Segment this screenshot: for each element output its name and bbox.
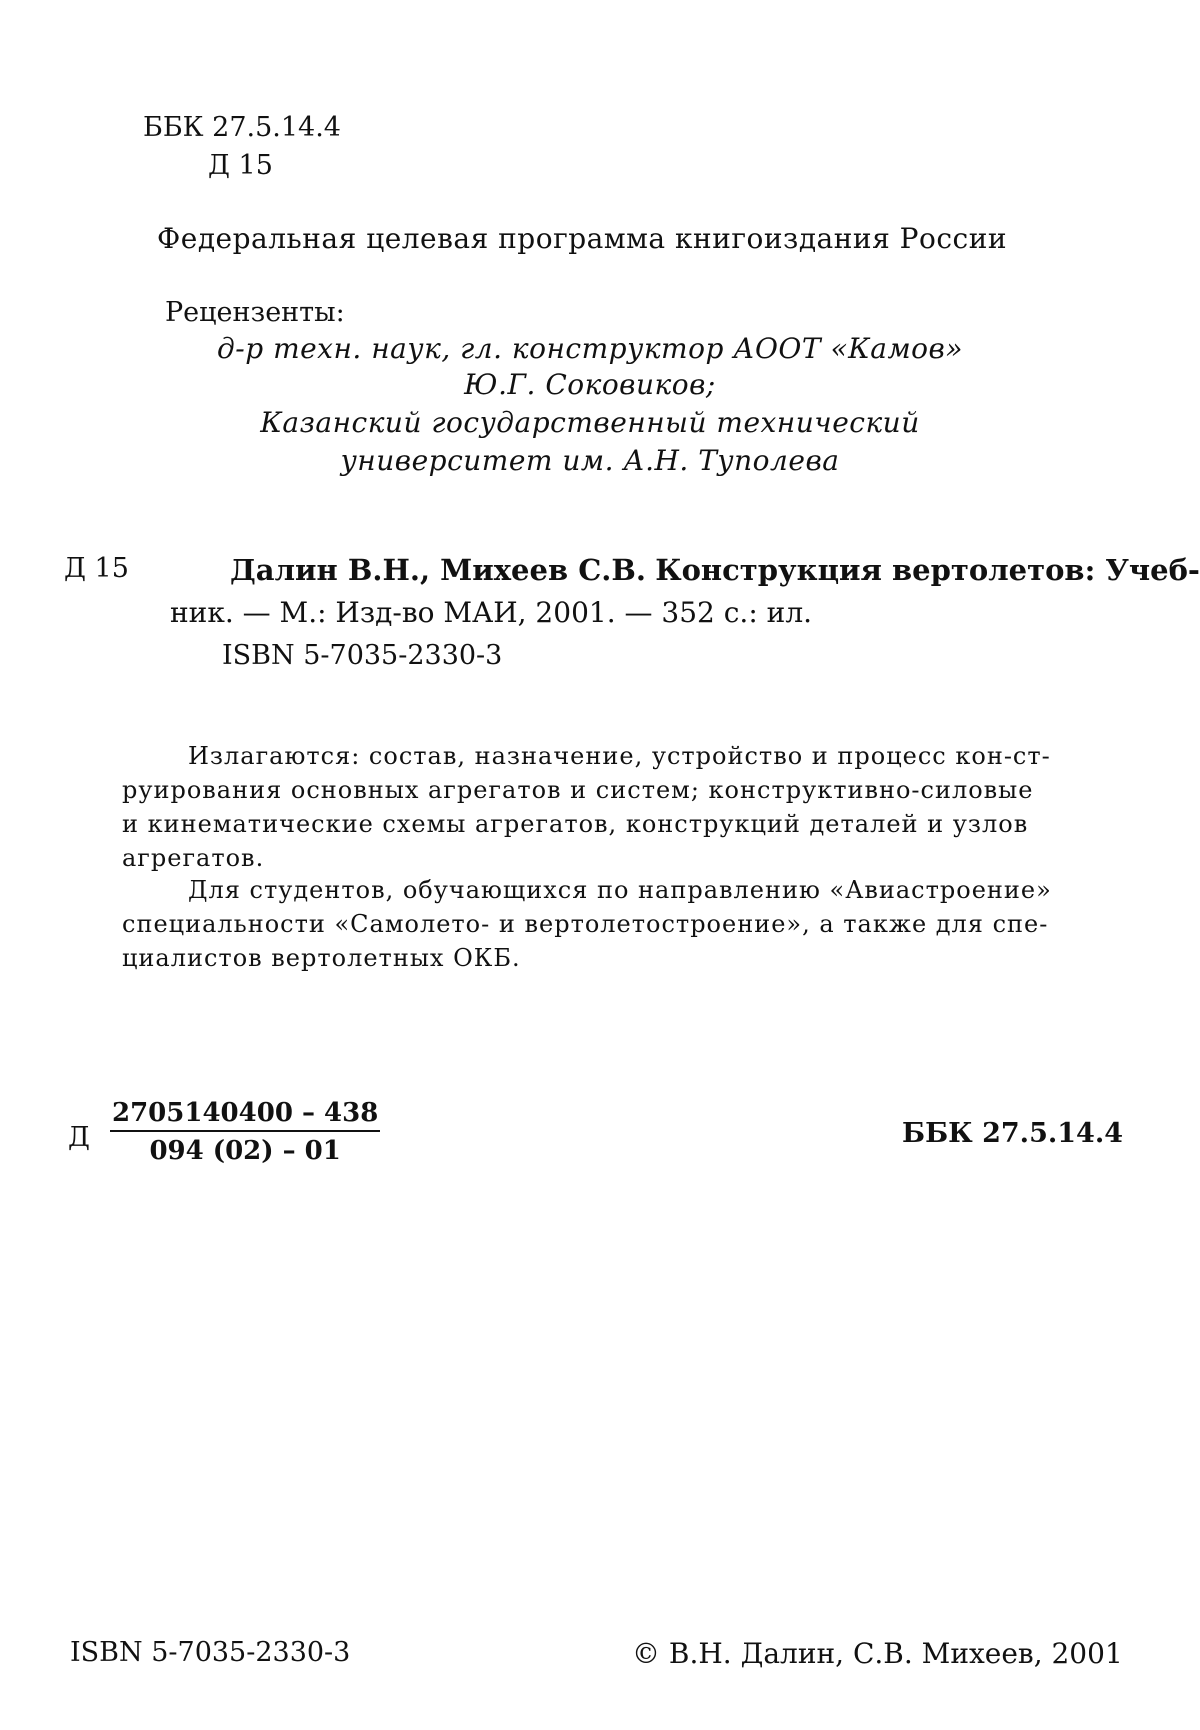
reviewer-line: Казанский государственный технический: [260, 406, 920, 439]
catalog-entry-isbn: ISBN 5-7035-2330-3: [222, 640, 503, 671]
copyright: © В.Н. Далин, С.В. Михеев, 2001: [632, 1637, 1123, 1670]
catalog-entry-sign: Д 15: [64, 553, 129, 584]
catalog-entry-authors: Далин В.Н., Михеев С.В.: [230, 553, 646, 587]
reviewer-line: Ю.Г. Соковиков;: [464, 368, 716, 401]
reviewer-line: университет им. А.Н. Туполева: [340, 444, 840, 477]
reviewers-heading: Рецензенты:: [165, 297, 345, 328]
catalog-entry-heading: [230, 553, 1200, 587]
abstract-line: Излагаются: состав, назначение, устройство и процесс кон-ст-: [188, 742, 1051, 770]
footer-isbn: ISBN 5-7035-2330-3: [70, 1637, 351, 1668]
abstract-line: руирования основных агрегатов и систем; конструктивно-силовые: [122, 776, 1034, 804]
abstract-line: агрегатов.: [122, 844, 265, 872]
abstract-line: специальности «Самолето- и вертолетостроение», а также для спе-: [122, 910, 1049, 938]
author-sign: Д 15: [208, 150, 273, 181]
bbk-bottom: ББК 27.5.14.4: [902, 1118, 1124, 1149]
catalog-entry-imprint: ник. — М.: Изд-во МАИ, 2001. — 352 с.: ил.: [170, 596, 813, 629]
publisher-index-denominator: 094 (02) – 01: [149, 1136, 341, 1166]
abstract-line: циалистов вертолетных ОКБ.: [122, 944, 521, 972]
catalog-entry-title: Конструкция вертолетов: Учеб-: [655, 553, 1200, 587]
program-statement: Федеральная целевая программа книгоиздания России: [157, 222, 1008, 255]
abstract-line: Для студентов, обучающихся по направлению «Авиастроение»: [188, 876, 1052, 904]
abstract-line: и кинематические схемы агрегатов, конструкций деталей и узлов: [122, 810, 1029, 838]
publisher-index-numerator: 2705140400 – 438: [110, 1098, 380, 1132]
bbk-code: ББК 27.5.14.4: [143, 112, 341, 143]
reviewer-line: д-р техн. наук, гл. конструктор АООТ «Камов»: [217, 332, 963, 365]
publisher-index-fraction: [110, 1098, 380, 1166]
publisher-index-letter: Д: [68, 1122, 90, 1153]
